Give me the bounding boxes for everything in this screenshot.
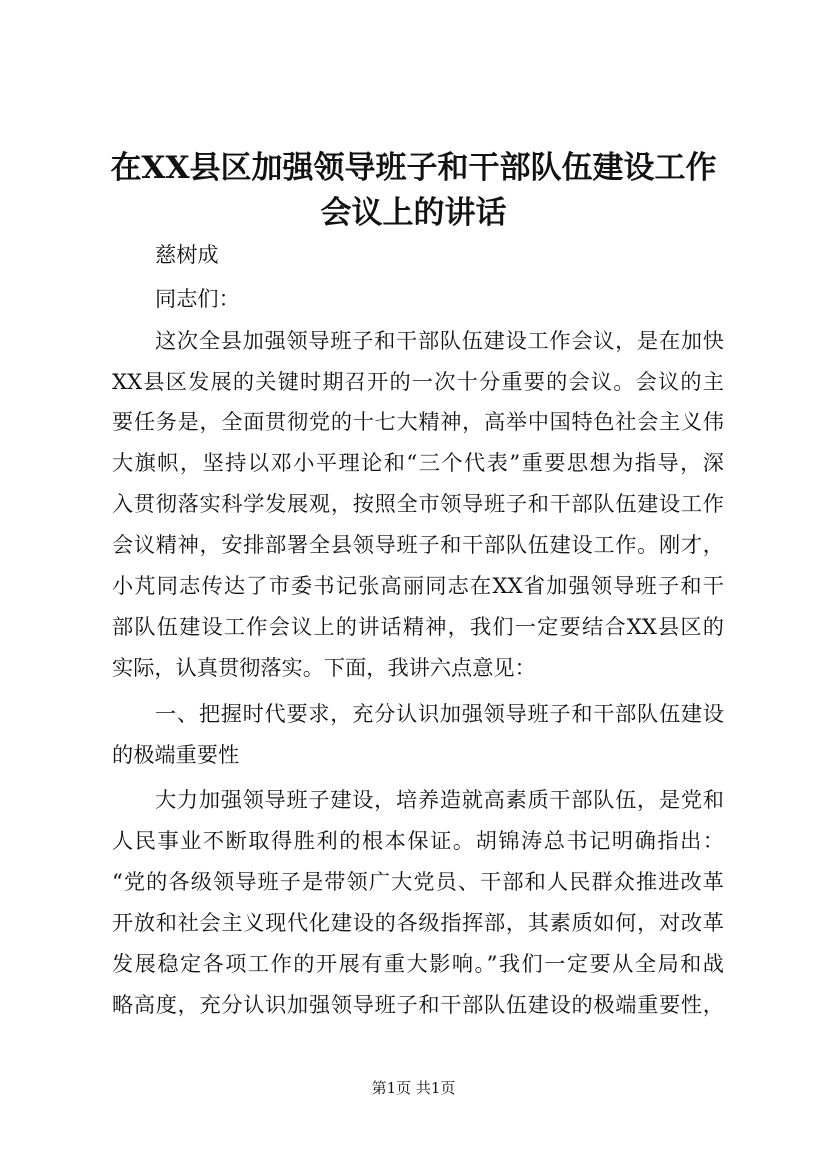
paragraph-1-line: 入贯彻落实科学发展观，按照全市领导班子和干部队伍建设工作 <box>112 491 724 516</box>
paragraph-1-line: XX县区发展的关键时期召开的一次十分重要的会议。会议的主 <box>112 369 724 394</box>
document-title-line-1: 在XX县区加强领导班子和干部队伍建设工作 <box>110 150 717 186</box>
salutation: 同志们： <box>155 286 240 311</box>
section-heading-line: 一、把握时代要求，充分认识加强领导班子和干部队伍建设 <box>155 701 724 726</box>
page-number-footer: 第1页 共1页 <box>371 1079 456 1097</box>
paragraph-2-line: 人民事业不断取得胜利的根本保证。胡锦涛总书记明确指出： <box>112 828 724 853</box>
paragraph-2-line: 大力加强领导班子建设，培养造就高素质干部队伍，是党和 <box>155 787 724 812</box>
document-title-line-2: 会议上的讲话 <box>320 195 507 231</box>
paragraph-1-line: 部队伍建设工作会议上的讲话精神，我们一定要结合XX县区的 <box>112 614 724 639</box>
author-name: 慈树成 <box>155 242 219 267</box>
paragraph-2-line: 略高度，充分认识加强领导班子和干部队伍建设的极端重要性， <box>112 992 724 1017</box>
section-heading-line: 的极端重要性 <box>112 742 240 767</box>
paragraph-1-line: 会议精神，安排部署全县领导班子和干部队伍建设工作。刚才， <box>112 532 724 557</box>
paragraph-1-line: 小芃同志传达了市委书记张高丽同志在XX省加强领导班子和干 <box>112 573 724 598</box>
paragraph-1-line: 大旗帜，坚持以邓小平理论和“三个代表”重要思想为指导，深 <box>112 450 724 475</box>
paragraph-2-line: “党的各级领导班子是带领广大党员、干部和人民群众推进改革 <box>112 869 724 894</box>
paragraph-1-line: 要任务是，全面贯彻党的十七大精神，高举中国特色社会主义伟 <box>112 409 724 434</box>
paragraph-2-line: 发展稳定各项工作的开展有重大影响。”我们一定要从全局和战 <box>112 951 724 976</box>
paragraph-1-line: 实际，认真贯彻落实。下面，我讲六点意见： <box>112 655 536 680</box>
paragraph-1-line: 这次全县加强领导班子和干部队伍建设工作会议，是在加快 <box>155 328 724 353</box>
paragraph-2-line: 开放和社会主义现代化建设的各级指挥部，其素质如何，对改革 <box>112 910 724 935</box>
